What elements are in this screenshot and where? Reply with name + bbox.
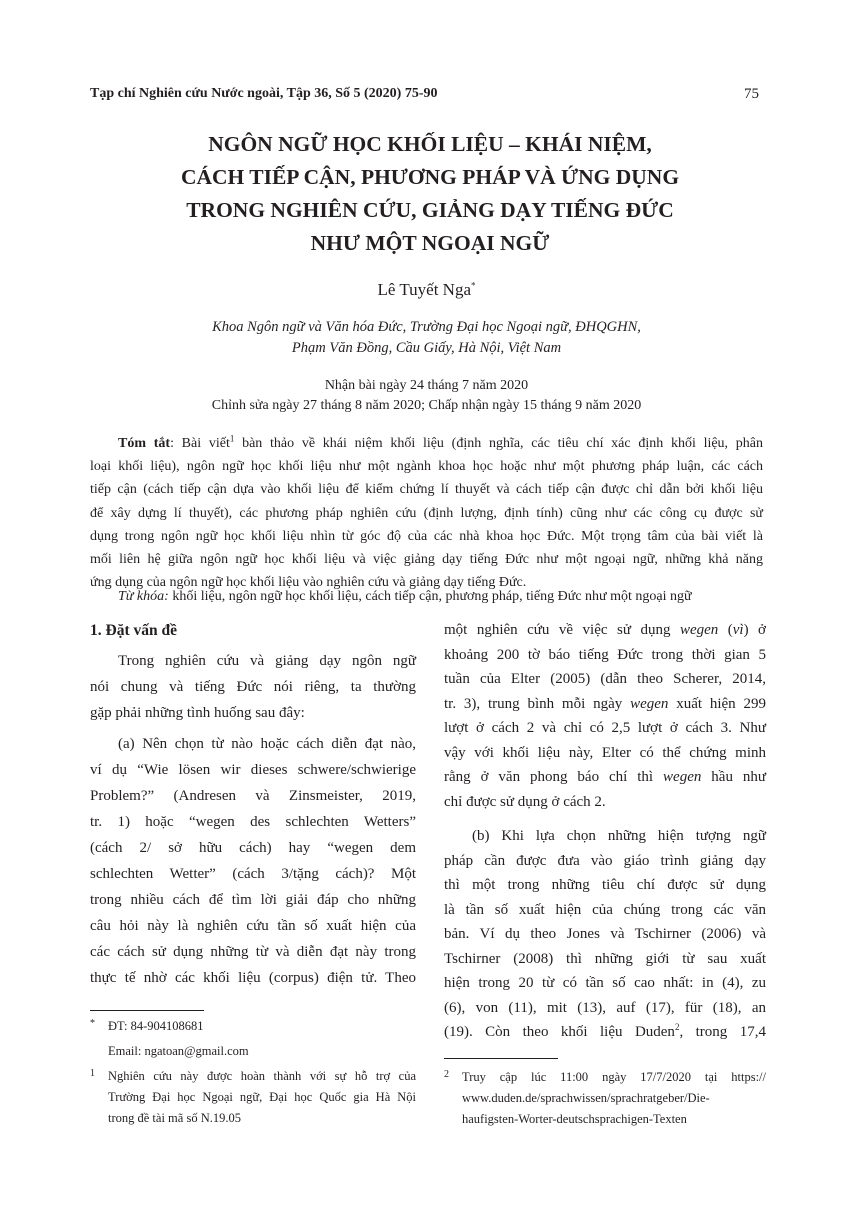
italic-term: wegen [663, 769, 702, 785]
text-segment: Tschirner (2008) thì những giới từ sau xuất [444, 950, 766, 967]
affiliation [0, 317, 853, 359]
text-segment: vậy với khối liệu này, Elter có thể chứng minh [444, 744, 766, 761]
text-segment: hầu như [701, 769, 766, 785]
text-line [444, 643, 766, 668]
text-segment: khoảng 200 tờ báo tiếng Đức trong thời gian 5 [444, 646, 766, 663]
author-email[interactable]: Email: ngatoan@gmail.com [108, 1044, 249, 1058]
text-line [444, 716, 766, 741]
left-column [90, 618, 416, 991]
italic-term: vì [732, 622, 744, 638]
text-segment: trong nhiều cách để tìm lời giải đáp cho những [90, 892, 416, 908]
abstract-text: : Bài viết [170, 436, 230, 451]
text-segment: là tần số xuất hiện của chúng trong các văn [444, 901, 766, 918]
text-segment: ) ở [743, 622, 766, 638]
text-segment: (19). Còn theo khối liệu Duden [444, 1024, 675, 1040]
text-segment: câu hỏi này là nghiên cứu tần số xuất hiện của [90, 918, 416, 934]
footnote-divider [444, 1058, 558, 1059]
footnote-2 [444, 1067, 766, 1130]
author-name: Lê Tuyết Nga [377, 280, 471, 299]
text-line: Trong nghiên cứu và giảng dạy ngôn ngữ [118, 653, 416, 669]
abstract-line: tiếp cận (cách tiếp cận dựa vào khối liệu để kiểm chứng lí thuyết và cách tiếp cận được chỉ dẫn bởi khối liệu [90, 482, 763, 498]
title-line: CÁCH TIẾP CẬN, PHƯƠNG PHÁP VÀ ỨNG DỤNG [180, 165, 680, 189]
text-line [444, 824, 766, 849]
text-segment: ( [718, 622, 733, 638]
text-line [444, 996, 766, 1021]
title-line: NHƯ MỘT NGOẠI NGỮ [310, 231, 550, 255]
running-head: Tạp chí Nghiên cứu Nước ngoài, Tập 36, Số 5 (2020) 75-90 [90, 86, 438, 101]
footnote-line[interactable]: Truy cập lúc 11:00 ngày 17/7/2020 tại https:// [462, 1070, 766, 1084]
paragraph [444, 618, 766, 814]
abstract-line: dụng trong ngôn ngữ học khối liệu nhìn từ góc độ của các nhà khoa học Đức. Một trọng tâm của bài viết là [90, 528, 763, 544]
text-segment: tr. 1) hoặc “wegen des schlechten Wetters” [90, 814, 416, 830]
footnote-mark: * [90, 1018, 95, 1029]
abstract-line: ứng dụng của ngôn ngữ học khối liệu vào nghiên cứu và giảng dạy tiếng Đức. [90, 575, 527, 591]
text-segment: các cách sử dụng những từ và diễn đạt này trong [90, 944, 416, 960]
paragraph [90, 648, 416, 726]
text-segment: (a) Nên chọn từ nào hoặc cách diễn đạt nào, [118, 736, 416, 752]
italic-term: wegen [679, 622, 719, 638]
text-line [444, 971, 766, 996]
text-segment: xuất hiện 299 [668, 695, 766, 712]
affiliation-line: Khoa Ngôn ngữ và Văn hóa Đức, Trường Đại học Ngoại ngữ, ĐHQGHN, [212, 319, 641, 335]
text-segment: (cách 2/ sở hữu cách) hay “wegen dem [90, 840, 416, 856]
affiliation-line: Phạm Văn Đồng, Cầu Giấy, Hà Nội, Việt Nam [291, 340, 562, 356]
page-number: 75 [744, 86, 759, 102]
submission-dates [0, 376, 853, 416]
text-segment: ví dụ “Wie lösen wir dieses schwere/schwierige [90, 762, 416, 778]
text-segment: pháp cần được đưa vào giáo trình giảng dạy [444, 852, 766, 869]
author [0, 280, 853, 300]
text-segment: rằng ở văn phong báo chí thì [444, 769, 664, 785]
footnote-line: Nghiên cứu này được hoàn thành với sự hỗ trợ của [108, 1069, 416, 1083]
article-title [90, 128, 770, 260]
text-segment: (6), von (11), mit (13), auf (17), für (18), an [444, 999, 766, 1016]
text-line [444, 1020, 766, 1045]
text-line [90, 861, 416, 887]
paragraph [90, 731, 416, 991]
text-line [444, 873, 766, 898]
abstract-line: loại khối liệu), ngôn ngữ học khối liệu như một ngành khoa học hoặc như một phương pháp luận, các cách [90, 459, 763, 475]
text-line [444, 765, 766, 790]
text-segment: tuần của Elter (2005) (dẫn theo Scherer, 2014, [444, 671, 766, 687]
text-line [90, 939, 416, 965]
footnote-1 [90, 1066, 416, 1129]
footnotes-left [90, 1016, 416, 1129]
keywords-label: Từ khóa: [118, 589, 169, 604]
text-line [90, 757, 416, 783]
text-segment: lượt ở cách 2 và chỉ có 2,5 lượt ở cách 3. Như [444, 720, 766, 736]
abstract-label: Tóm tắt [118, 436, 171, 451]
text-segment: schlechten Wetter” (cách 3/tặng cách)? Một [90, 866, 416, 882]
text-segment: Problem?” (Andresen và Zinsmeister, 2019, [90, 788, 416, 804]
section-heading: 1. Đặt vấn đề [90, 622, 177, 639]
title-line: NGÔN NGỮ HỌC KHỐI LIỆU – KHÁI NIỆM, [208, 132, 652, 156]
paragraph [444, 824, 766, 1045]
text-line [444, 790, 766, 815]
footnote-ref[interactable]: 2 [674, 1022, 680, 1032]
text-line [444, 922, 766, 947]
abstract-text: bàn thảo về khái niệm khối liệu (định nghĩa, các tiêu chí xác định khối liệu, phân [234, 436, 764, 451]
footnote-ref[interactable]: 1 [229, 433, 235, 444]
footnote-line[interactable]: haufigsten-Worter-deutschsprachigen-Texten [462, 1112, 687, 1126]
keywords-text: khối liệu, ngôn ngữ học khối liệu, cách tiếp cận, phương pháp, tiếng Đức như một ngoại ngữ [168, 589, 692, 604]
text-line [444, 898, 766, 923]
abstract-line: mối liên hệ giữa ngôn ngữ học khối liệu và việc giảng dạy tiếng Đức như một ngoại ngữ, những khả năng [90, 552, 763, 568]
text-segment: (b) Khi lựa chọn những hiện tượng ngữ [472, 828, 766, 844]
text-line [444, 692, 766, 717]
footnote-mark: 1 [90, 1068, 95, 1079]
keywords [90, 589, 763, 605]
author-footnote-mark: * [471, 280, 476, 291]
text-segment: , trong 17,4 [679, 1024, 766, 1040]
text-line [90, 913, 416, 939]
text-segment: chỉ được sử dụng ở cách 2. [444, 793, 606, 810]
text-line [444, 667, 766, 692]
text-segment: thực tế nhờ các khối liệu (corpus) điện tử. Theo [90, 970, 416, 986]
text-line: gặp phải những tình huống sau đây: [90, 705, 305, 721]
text-line [90, 731, 416, 757]
received-date: Nhận bài ngày 24 tháng 7 năm 2020 [324, 378, 529, 393]
abstract-line: để xây dựng lí thuyết), các phương pháp nghiên cứu (định lượng, định tính) cũng như các công cụ được sử [90, 505, 763, 521]
abstract-line [90, 432, 763, 455]
title-line: TRONG NGHIÊN CỨU, GIẢNG DẠY TIẾNG ĐỨC [186, 198, 674, 222]
footnote-line: Trường Đại học Ngoại ngữ, Đại học Quốc gia Hà Nội [108, 1090, 416, 1104]
author-phone: ĐT: 84-904108681 [108, 1019, 204, 1033]
abstract [90, 432, 763, 594]
text-segment: thì một trong những tiêu chí được sử dụng [444, 877, 766, 893]
text-line [90, 835, 416, 861]
footnote-mark: 2 [444, 1069, 449, 1080]
text-segment: tr. 3), trung bình mỗi ngày [444, 695, 631, 712]
text-segment: hiện trong 20 từ có tần số cao nhất: in (4), zu [444, 975, 766, 991]
revised-accepted-date: Chỉnh sửa ngày 27 tháng 8 năm 2020; Chấp nhận ngày 15 tháng 9 năm 2020 [211, 398, 642, 413]
footnote-divider [90, 1010, 204, 1011]
text-line [90, 887, 416, 913]
italic-term: wegen [630, 695, 669, 712]
footnote-line[interactable]: www.duden.de/sprachwissen/sprachratgeber/Die- [462, 1091, 710, 1105]
text-line [444, 849, 766, 874]
right-column [444, 618, 766, 1045]
text-segment: một nghiên cứu về việc sử dụng [444, 622, 680, 638]
text-line [444, 947, 766, 972]
text-line [444, 618, 766, 643]
text-segment: bản. Ví dụ theo Jones và Tschirner (2006) và [444, 926, 766, 942]
text-line [90, 783, 416, 809]
text-line [90, 965, 416, 991]
footnote-line: trong đề tài mã số N.19.05 [108, 1111, 241, 1125]
text-line: nói chung và tiếng Đức nói riêng, ta thường [90, 679, 416, 695]
text-line [444, 741, 766, 766]
text-line [90, 809, 416, 835]
